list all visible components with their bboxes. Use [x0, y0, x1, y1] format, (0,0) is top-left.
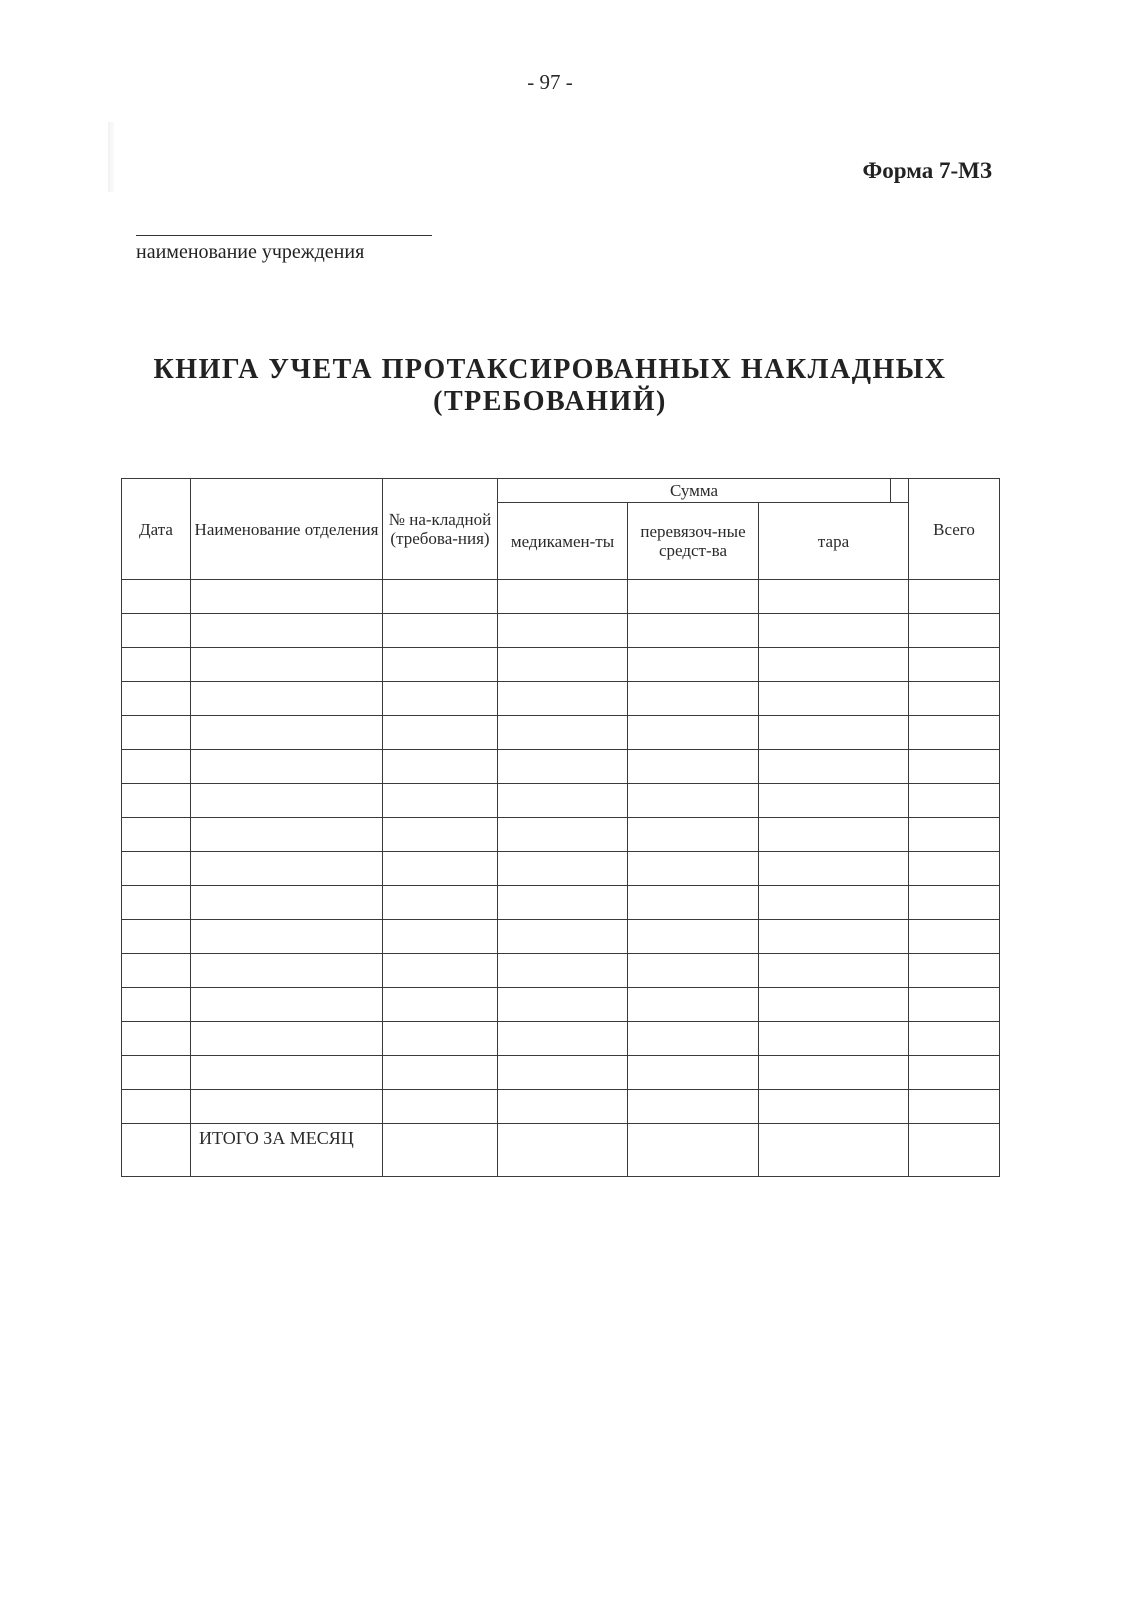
- medicines-cell: [498, 988, 628, 1022]
- title-line-1: КНИГА УЧЕТА ПРОТАКСИРОВАННЫХ НАКЛАДНЫХ: [153, 354, 947, 385]
- department-cell: [191, 1090, 383, 1124]
- packaging-cell: [759, 614, 909, 648]
- title-line-2: (ТРЕБОВАНИЙ): [433, 386, 667, 417]
- department-cell: [191, 988, 383, 1022]
- medicines-cell: [498, 580, 628, 614]
- date-cell: [122, 682, 191, 716]
- page-number: - 97 -: [527, 70, 573, 94]
- department-cell: [191, 886, 383, 920]
- packaging-cell: [759, 1090, 909, 1124]
- header-sum-group: Сумма: [498, 479, 891, 503]
- packaging-cell: [759, 750, 909, 784]
- packaging-cell: [759, 988, 909, 1022]
- invoice-cell: [383, 818, 498, 852]
- department-cell: [191, 1022, 383, 1056]
- invoice-cell: [383, 1056, 498, 1090]
- medicines-cell: [498, 818, 628, 852]
- total-cell: [909, 580, 1000, 614]
- medicines-cell: [498, 750, 628, 784]
- total-cell: [909, 682, 1000, 716]
- medicines-cell: [498, 784, 628, 818]
- total-cell: [909, 954, 1000, 988]
- packaging-cell: [759, 648, 909, 682]
- header-blank-cell: [891, 479, 909, 503]
- invoice-cell: [383, 954, 498, 988]
- table-row: [122, 716, 1000, 750]
- header-invoice-no: № на-кладной (требова-ния): [383, 479, 498, 580]
- invoice-cell: [383, 852, 498, 886]
- dressings-cell: [628, 750, 759, 784]
- date-cell: [122, 1090, 191, 1124]
- total-label: ИТОГО ЗА МЕСЯЦ: [191, 1124, 383, 1177]
- dressings-cell: [628, 920, 759, 954]
- dressings-cell: [628, 682, 759, 716]
- packaging-cell: [759, 682, 909, 716]
- table-row: [122, 920, 1000, 954]
- total-cell: [909, 988, 1000, 1022]
- total-cell: [909, 1022, 1000, 1056]
- date-cell: [122, 920, 191, 954]
- packaging-cell: [759, 1056, 909, 1090]
- department-cell: [191, 716, 383, 750]
- department-cell: [191, 614, 383, 648]
- dressings-cell: [628, 716, 759, 750]
- packaging-cell: [759, 784, 909, 818]
- packaging-cell: [759, 852, 909, 886]
- ledger-table: [121, 478, 1000, 1177]
- invoice-cell: [383, 682, 498, 716]
- dressings-cell: [628, 1022, 759, 1056]
- medicines-cell: [498, 614, 628, 648]
- department-cell: [191, 954, 383, 988]
- header-date: Дата: [122, 479, 191, 580]
- dressings-cell: [628, 886, 759, 920]
- table-row: [122, 818, 1000, 852]
- table-row: [122, 750, 1000, 784]
- medicines-cell: [498, 920, 628, 954]
- total-cell: [909, 716, 1000, 750]
- medicines-cell: [498, 852, 628, 886]
- total-invoice-cell: [383, 1124, 498, 1177]
- medicines-cell: [498, 682, 628, 716]
- dressings-cell: [628, 1056, 759, 1090]
- table-row: [122, 954, 1000, 988]
- institution-caption: наименование учреждения: [136, 241, 365, 263]
- dressings-cell: [628, 648, 759, 682]
- invoice-cell: [383, 1090, 498, 1124]
- total-medicines-cell: [498, 1124, 628, 1177]
- dressings-cell: [628, 988, 759, 1022]
- department-cell: [191, 1056, 383, 1090]
- packaging-cell: [759, 818, 909, 852]
- total-cell: [909, 818, 1000, 852]
- total-cell: [909, 920, 1000, 954]
- header-total: Всего: [909, 479, 1000, 580]
- scan-edge-shadow: [108, 122, 114, 192]
- department-cell: [191, 682, 383, 716]
- date-cell: [122, 988, 191, 1022]
- total-date-cell: [122, 1124, 191, 1177]
- table-row: [122, 988, 1000, 1022]
- date-cell: [122, 1022, 191, 1056]
- invoice-cell: [383, 920, 498, 954]
- total-cell: [909, 648, 1000, 682]
- header-dressings: перевязоч-ные средст-ва: [628, 503, 759, 580]
- total-cell: [909, 852, 1000, 886]
- header-department: Наименование отделения: [191, 479, 383, 580]
- table-row: [122, 1056, 1000, 1090]
- date-cell: [122, 750, 191, 784]
- department-cell: [191, 750, 383, 784]
- packaging-cell: [759, 886, 909, 920]
- total-cell: [909, 1056, 1000, 1090]
- date-cell: [122, 614, 191, 648]
- invoice-cell: [383, 1022, 498, 1056]
- total-dressings-cell: [628, 1124, 759, 1177]
- invoice-cell: [383, 784, 498, 818]
- medicines-cell: [498, 648, 628, 682]
- dressings-cell: [628, 580, 759, 614]
- date-cell: [122, 580, 191, 614]
- table-row: [122, 852, 1000, 886]
- header-medicines: медикамен-ты: [498, 503, 628, 580]
- date-cell: [122, 954, 191, 988]
- department-cell: [191, 648, 383, 682]
- packaging-cell: [759, 1022, 909, 1056]
- date-cell: [122, 1056, 191, 1090]
- invoice-cell: [383, 750, 498, 784]
- dressings-cell: [628, 614, 759, 648]
- invoice-cell: [383, 614, 498, 648]
- date-cell: [122, 852, 191, 886]
- dressings-cell: [628, 1090, 759, 1124]
- date-cell: [122, 784, 191, 818]
- invoice-cell: [383, 716, 498, 750]
- total-cell: [909, 1090, 1000, 1124]
- total-cell: [909, 750, 1000, 784]
- date-cell: [122, 716, 191, 750]
- invoice-cell: [383, 648, 498, 682]
- table-row: [122, 682, 1000, 716]
- table-row: [122, 1090, 1000, 1124]
- medicines-cell: [498, 886, 628, 920]
- date-cell: [122, 818, 191, 852]
- medicines-cell: [498, 1090, 628, 1124]
- packaging-cell: [759, 954, 909, 988]
- department-cell: [191, 920, 383, 954]
- packaging-cell: [759, 580, 909, 614]
- department-cell: [191, 580, 383, 614]
- form-code: Форма 7-МЗ: [862, 158, 992, 183]
- medicines-cell: [498, 1056, 628, 1090]
- table-row: [122, 784, 1000, 818]
- packaging-cell: [759, 716, 909, 750]
- table-row: [122, 886, 1000, 920]
- dressings-cell: [628, 784, 759, 818]
- medicines-cell: [498, 716, 628, 750]
- dressings-cell: [628, 852, 759, 886]
- date-cell: [122, 648, 191, 682]
- medicines-cell: [498, 1022, 628, 1056]
- total-packaging-cell: [759, 1124, 909, 1177]
- medicines-cell: [498, 954, 628, 988]
- date-cell: [122, 886, 191, 920]
- table-row: [122, 580, 1000, 614]
- table-row: [122, 1022, 1000, 1056]
- total-cell: [909, 886, 1000, 920]
- ledger-body: [122, 580, 1000, 1177]
- institution-name-line: [136, 235, 432, 236]
- invoice-cell: [383, 580, 498, 614]
- department-cell: [191, 852, 383, 886]
- dressings-cell: [628, 818, 759, 852]
- table-row: [122, 614, 1000, 648]
- total-row: [122, 1124, 1000, 1177]
- header-packaging: тара: [759, 503, 909, 580]
- department-cell: [191, 784, 383, 818]
- total-cell: [909, 614, 1000, 648]
- total-cell: [909, 784, 1000, 818]
- invoice-cell: [383, 886, 498, 920]
- packaging-cell: [759, 920, 909, 954]
- total-all-cell: [909, 1124, 1000, 1177]
- department-cell: [191, 818, 383, 852]
- invoice-cell: [383, 988, 498, 1022]
- document-title: [0, 354, 1100, 418]
- table-row: [122, 648, 1000, 682]
- dressings-cell: [628, 954, 759, 988]
